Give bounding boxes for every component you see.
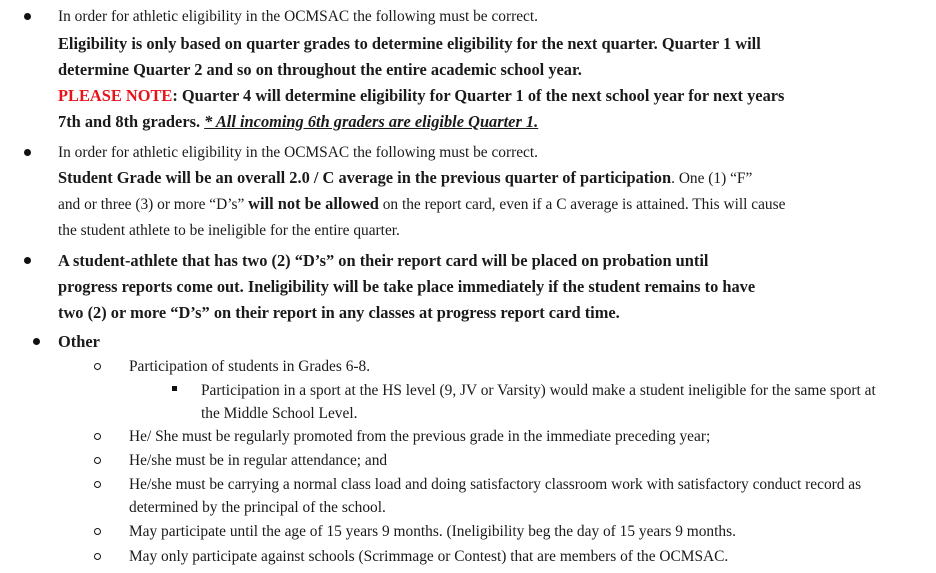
grade-requirement: Student Grade will be an overall 2.0 / C average in the previous quarter of participation bbox=[58, 168, 672, 187]
bullet-2-line-3 bbox=[58, 194, 785, 215]
sub-sub-item-hs-line-1: Participation in a sport at the HS level (9, JV or Varsity) would make a student ineligible for the same sport at bbox=[201, 382, 876, 399]
bullet-2-line-2 bbox=[58, 168, 752, 189]
bullet-marker bbox=[33, 338, 40, 345]
circle-bullet-marker bbox=[94, 433, 101, 440]
bullet-marker bbox=[24, 13, 31, 20]
square-bullet-marker bbox=[172, 386, 177, 391]
circle-bullet-marker bbox=[94, 481, 101, 488]
sub-item-class-load-line-2: determined by the principal of the school. bbox=[129, 499, 386, 516]
bullet-1-intro: In order for athletic eligibility in the OCMSAC the following must be correct. bbox=[58, 8, 539, 25]
bullet-3-line-3: two (2) or more “D’s” on their report in any classes at progress report card time. bbox=[58, 303, 620, 322]
please-note-label: PLEASE NOTE bbox=[58, 86, 173, 105]
bullet-1-line-5 bbox=[58, 112, 538, 132]
bullet-2-intro: In order for athletic eligibility in the OCMSAC the following must be correct. bbox=[58, 144, 539, 161]
sub-item-attendance: He/she must be in regular attendance; and bbox=[129, 452, 388, 469]
bullet-1-line-3: determine Quarter 2 and so on throughout the entire academic school year. bbox=[58, 60, 582, 79]
sub-sub-item-hs-line-2: the Middle School Level. bbox=[201, 405, 358, 422]
sub-item-ocmsac-members: May only participate against schools (Scrimmage or Contest) that are members of the OCMSAC. bbox=[129, 548, 729, 565]
report-card-text: on the report card, even if a C average is attained. This will cause bbox=[378, 196, 786, 213]
circle-bullet-marker bbox=[94, 363, 101, 370]
graders-text: 7th and 8th graders. bbox=[58, 112, 205, 131]
not-allowed-text: will not be allowed bbox=[248, 194, 379, 213]
bullet-3-line-2: progress reports come out. Ineligibility will be take place immediately if the student remains to have bbox=[58, 277, 756, 296]
bullet-1-line-2: Eligibility is only based on quarter grades to determine eligibility for the next quarter. Quarter 1 will bbox=[58, 34, 761, 53]
other-heading: Other bbox=[58, 332, 100, 351]
three-ds-text: and or three (3) or more “D’s” bbox=[58, 196, 249, 213]
sub-item-grades: Participation of students in Grades 6-8. bbox=[129, 358, 371, 375]
sub-item-promoted: He/ She must be regularly promoted from the previous grade in the immediate preceding year; bbox=[129, 428, 711, 445]
bullet-marker bbox=[24, 149, 31, 156]
bullet-2-line-4: the student athlete to be ineligible for the entire quarter. bbox=[58, 222, 400, 239]
circle-bullet-marker bbox=[94, 528, 101, 535]
note-colon: : bbox=[172, 86, 178, 105]
sub-item-class-load-line-1: He/she must be carrying a normal class load and doing satisfactory classroom work with satisfactory conduct record as bbox=[129, 476, 862, 493]
one-f-text: . One (1) “F” bbox=[671, 170, 753, 187]
bullet-1-note-line bbox=[58, 86, 784, 106]
circle-bullet-marker bbox=[94, 457, 101, 464]
sub-item-age: May participate until the age of 15 years 9 months. (Ineligibility beg the day of 15 years 9 months. bbox=[129, 523, 736, 540]
note-text: Quarter 4 will determine eligibility for Quarter 1 of the next school year for next years bbox=[177, 86, 785, 105]
circle-bullet-marker bbox=[94, 553, 101, 560]
bullet-marker bbox=[24, 257, 31, 264]
incoming-6th-note: * All incoming 6th graders are eligible Quarter 1. bbox=[204, 112, 539, 131]
bullet-3-line-1: A student-athlete that has two (2) “D’s” on their report card will be placed on probation until bbox=[58, 251, 709, 270]
